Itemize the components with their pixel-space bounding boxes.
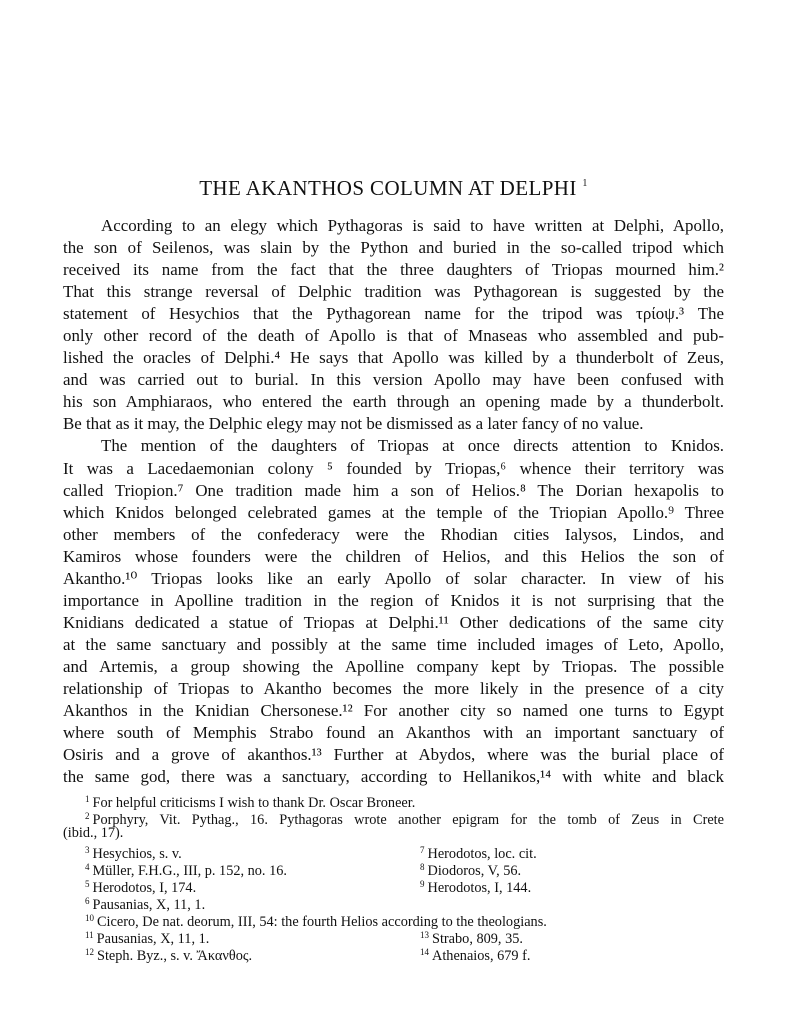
text-line: lished the oracles of Delphi.⁴ He says that Apollo was killed by a thunderbolt of Zeus, — [63, 348, 724, 368]
footnote-text: Müller, F.H.G., III, p. 152, no. 16. — [92, 863, 287, 879]
footnote-text: Herodotos, I, 144. — [427, 880, 532, 896]
footnote-text: Hesychios, s. v. — [92, 846, 182, 862]
text-line: Akantho.¹⁰ Triopas looks like an early Apollo of solar character. In view of his — [63, 568, 724, 588]
text-line: Akanthos in the Knidian Chersonese.¹² For another city so named one turns to Egypt — [63, 701, 724, 721]
footnote-number: 11 — [85, 930, 94, 940]
footnote-text: Herodotos, loc. cit. — [427, 846, 537, 862]
text-line: called Triopion.⁷ One tradition made him a son of Helios.⁸ The Dorian hexapolis to — [63, 480, 724, 500]
footnote-number: 8 — [420, 862, 425, 872]
footnote-row — [63, 859, 724, 879]
text-line: received its name from the fact that the three daughters of Triopas mourned him.² — [63, 260, 724, 280]
footnote-text: Pausanias, X, 11, 1. — [92, 897, 206, 913]
text-line: the son of Seilenos, was slain by the Python and buried in the so-called tripod which — [63, 238, 724, 258]
text-line: Knidians dedicated a statue of Triopas at Delphi.¹¹ Other dedications of the same city — [63, 612, 724, 632]
text-line: and Artemis, a group showing the Apolline company kept by Triopas. The possible — [63, 656, 724, 676]
body-text — [63, 215, 724, 788]
footnote-row — [63, 876, 724, 896]
text-line: other members of the confederacy were the Rhodian cities Ialysos, Lindos, and — [63, 524, 724, 544]
footnote-number: 4 — [85, 862, 90, 872]
footnote-number: 2 — [85, 811, 90, 821]
footnote-text: Pausanias, X, 11, 1. — [96, 931, 210, 947]
article-title — [63, 176, 724, 201]
footnote — [85, 876, 196, 897]
footnote-continuation: (ibid., 17). — [63, 825, 124, 841]
text-line: the same god, there was a sanctuary, according to Hellanikos,¹⁴ with white and black — [63, 767, 724, 787]
title-footnote-marker: 1 — [582, 178, 588, 189]
footnote — [420, 876, 531, 897]
footnotes — [63, 791, 724, 964]
text-line: The mention of the daughters of Triopas at once directs attention to Knidos. — [101, 436, 724, 456]
footnote — [63, 791, 724, 811]
footnote-number: 3 — [85, 845, 90, 855]
footnote-number: 5 — [85, 879, 90, 889]
footnote-text: Steph. Byz., s. v. Ἄκανθος. — [97, 948, 253, 964]
footnote-number: 9 — [420, 879, 425, 889]
footnote-text: Athenaios, 679 f. — [432, 948, 531, 964]
footnote — [63, 808, 724, 828]
footnote — [420, 944, 530, 965]
footnote-number: 1 — [85, 794, 90, 804]
text-line: where south of Memphis Strabo found an Akanthos with an important sanctuary of — [63, 723, 724, 743]
text-line: his son Amphiaraos, who entered the earth through an opening made by a thunderbolt. — [63, 392, 724, 412]
footnote-row — [63, 944, 724, 964]
text-line: Kamiros whose founders were the children of Helios, and this Helios the son of — [63, 546, 724, 566]
footnote-number: 14 — [420, 947, 429, 957]
footnote-text: Strabo, 809, 35. — [432, 931, 523, 947]
footnote-text: Diodoros, V, 56. — [427, 863, 522, 879]
footnote — [63, 910, 724, 930]
text-line: only other record of the death of Apollo is that of Mnaseas who assembled and pub- — [63, 326, 724, 346]
footnote-row — [63, 927, 724, 947]
text-line: That this strange reversal of Delphic tradition was Pythagorean is suggested by the — [63, 282, 724, 302]
footnote-text: Porphyry, Vit. Pythag., 16. Pythagoras wrote another epigram for the tomb of Zeus in Crete — [92, 812, 724, 828]
text-line: at the same sanctuary and possibly at the same time included images of Leto, Apollo, — [63, 634, 724, 654]
footnote-number: 10 — [85, 913, 94, 923]
footnote-number: 7 — [420, 845, 425, 855]
text-line: which Knidos belonged celebrated games at the temple of the Triopian Apollo.⁹ Three — [63, 502, 724, 522]
footnote-number: 12 — [85, 947, 94, 957]
text-line: statement of Hesychios that the Pythagorean name for the tripod was τρίοψ.³ The — [63, 304, 724, 324]
text-line: and was carried out to burial. In this version Apollo may have been confused with — [63, 370, 724, 390]
text-line: Osiris and a grove of akanthos.¹³ Further at Abydos, where was the burial place of — [63, 745, 724, 765]
footnote-text: Herodotos, I, 174. — [92, 880, 197, 896]
title-text: THE AKANTHOS COLUMN AT DELPHI — [199, 176, 577, 200]
text-line: importance in Apolline tradition in the region of Knidos it is not surprising that the — [63, 590, 724, 610]
text-line: Be that as it may, the Delphic elegy may not be dismissed as a later fancy of no value. — [63, 414, 644, 434]
footnote — [85, 944, 252, 965]
footnote-text: Cicero, De nat. deorum, III, 54: the fourth Helios according to the theologians. — [97, 914, 547, 930]
text-line: It was a Lacedaemonian colony ⁵ founded by Triopas,⁶ whence their territory was — [63, 458, 724, 478]
text-line: According to an elegy which Pythagoras is said to have written at Delphi, Apollo, — [101, 216, 724, 235]
footnote-row — [63, 842, 724, 862]
footnote-number: 13 — [420, 930, 429, 940]
text-line: relationship of Triopas to Akantho becomes the more likely in the presence of a city — [63, 678, 724, 698]
footnote-number: 6 — [85, 896, 90, 906]
footnote-text: For helpful criticisms I wish to thank Dr. Oscar Broneer. — [92, 795, 416, 811]
